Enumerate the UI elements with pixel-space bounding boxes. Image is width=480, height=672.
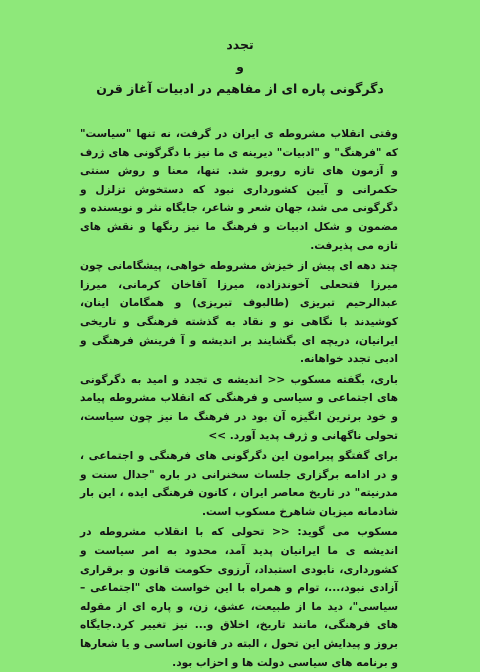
paragraph-1: وقتی انقلاب مشروطه ی ایران در گرفت، نه تنها "سیاست" که "فرهنگ" و "ادبیات" دیرینه ی ما نیز با دگرگونی های ژرف و آزمون های تازه روبرو شد. تنها، معنا و روش سنتی حکمرانی و آیین کشورداری نبود که دستخوش تزلزل و دگرگونی می شد، جهان شعر و شاعر، جایگاه نثر و نویسنده و مضمون و شکل ادبیات و فرهنگ ما نیز رنگها و نقش های تازه می پذیرفت. xyxy=(80,128,398,252)
paragraph-5: مسکوب می گوید: << تحولی که با انقلاب مشروطه در اندیشه ی ما ایرانیان پدید آمد، محدود به امر سیاست و کشورداری، نابودی استبداد، آرزوی حکومت قانون و برقراری آزادی نبود،...، توام و همراه با این خواست های "اجتماعی – سیاسی"، دید ما از طبیعت، عشق، زن، و پاره ای از مقوله های فرهنگی، مانند تاریخ، اخلاق و... نیز تغییر کرد.جایگاه بروز و پیدایش این تحول ، البته در قانون اساسی و یا شعارها و برنامه های سیاسی دولت ها و احزاب بود. xyxy=(80,526,398,669)
paragraph-4: برای گفتگو پیرامون این دگرگونی های فرهنگی و اجتماعی ، و در ادامه برگزاری جلسات سخنرانی در باره "جدال سنت و مدرنیته" در تاریخ معاصر ایران ، کانون فرهنگی ایده ، این بار شادمانه میزبان شاهرخ مسکوب است. xyxy=(80,450,398,518)
title-subtitle: دگرگونی پاره ای از مفاهیم در ادبیات آغاز قرن xyxy=(96,81,384,96)
body-text xyxy=(80,125,398,672)
title-block xyxy=(0,34,480,100)
title-conjunction: و xyxy=(236,59,244,74)
title-line-1: تجدد xyxy=(226,37,254,52)
paragraph-2: چند دهه ای پیش از خیزش مشروطه خواهی، پیشگامانی چون میرزا فتحعلی آخوندزاده، میرزا آقاخان کرمانی، میرزا عبدالرحیم تبریزی (طالبوف تبریزی) و همگامان اینان، کوشیدند با نگاهی نو و نقاد به گذشته فرهنگی و تاریخی ایرانیان، دریچه ای بگشایند بر اندیشه و آ فرینش فرهنگی و ادبی تجدد خواهانه. xyxy=(80,260,398,366)
paragraph-3: باری، بگفته مسکوب << اندیشه ی تجدد و امید به دگرگونی های اجتماعی و سیاسی و فرهنگی که انقلاب مشروطه پیامد و خود برترین انگیزه آن بود در فرهنگ ما نیز چون سیاست، تحولی ناگهانی و ژرف پدید آورد. >> xyxy=(80,373,398,442)
